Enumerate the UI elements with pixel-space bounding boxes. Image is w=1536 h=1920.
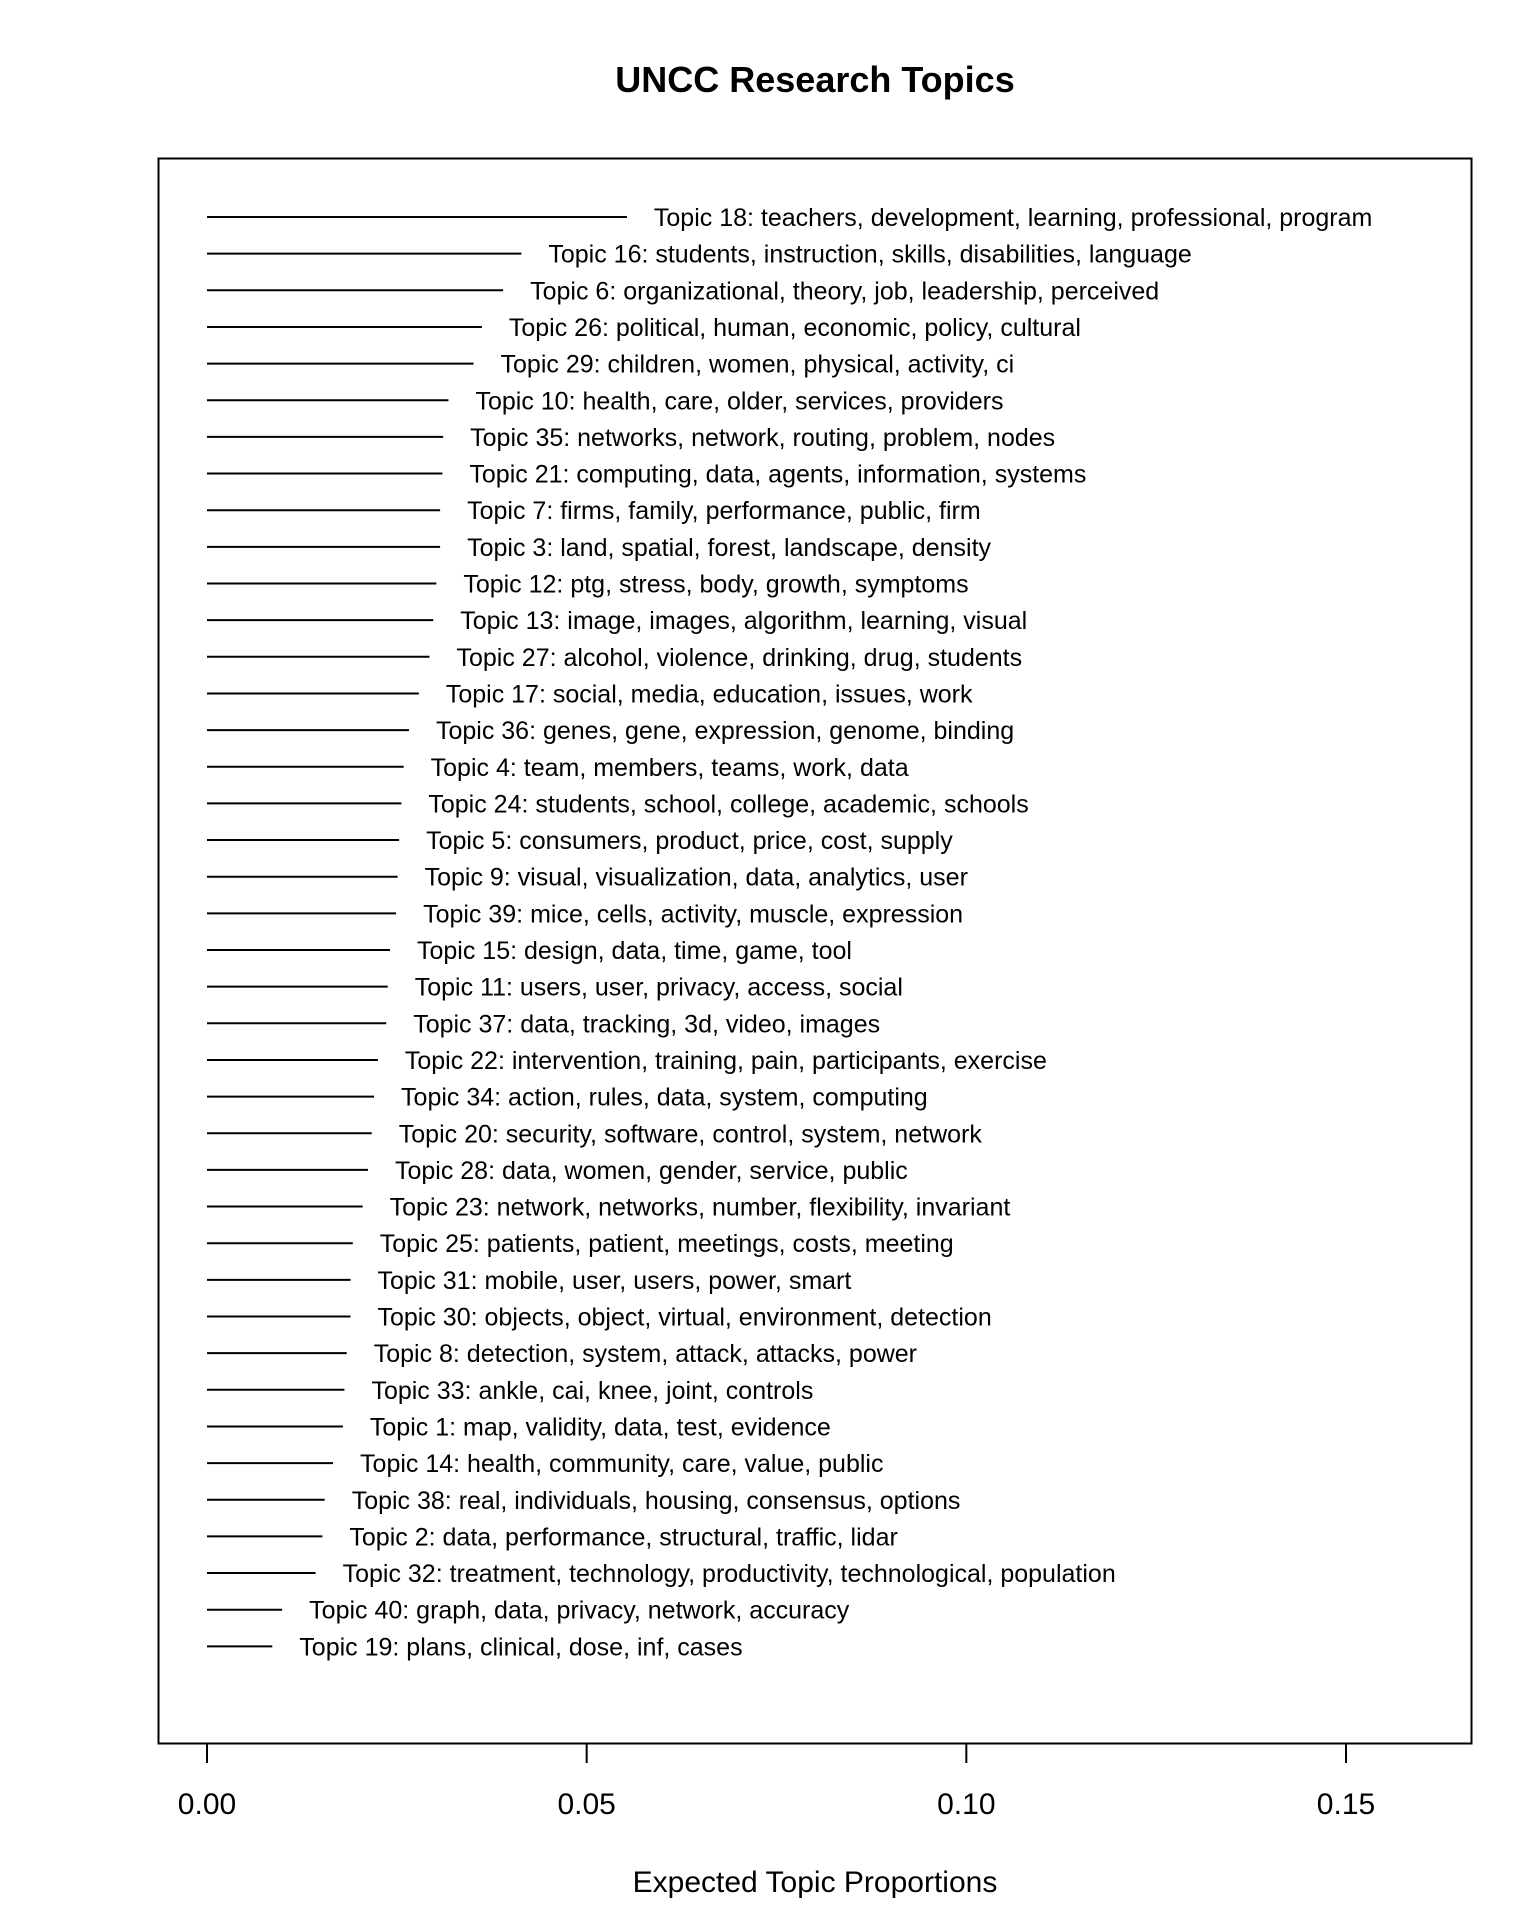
- topic-label-5: Topic 29: children, women, physical, activity, ci: [500, 350, 1015, 379]
- topic-label-2: Topic 16: students, instruction, skills, disabilities, language: [548, 240, 1192, 269]
- topic-label-14: Topic 17: social, media, education, issues, work: [445, 680, 973, 709]
- topic-label-23: Topic 37: data, tracking, 3d, video, images: [413, 1010, 881, 1039]
- x-axis: [178, 1743, 1375, 1821]
- topic-label-37: Topic 2: data, performance, structural, traffic, lidar: [349, 1523, 898, 1552]
- topic-label-30: Topic 31: mobile, user, users, power, smart: [377, 1266, 852, 1295]
- topic-label-35: Topic 14: health, community, care, value, public: [360, 1450, 884, 1479]
- topic-label-8: Topic 21: computing, data, agents, information, systems: [469, 460, 1087, 489]
- topic-label-25: Topic 34: action, rules, data, system, computing: [401, 1083, 928, 1112]
- topic-label-3: Topic 6: organizational, theory, job, leadership, perceived: [530, 277, 1160, 306]
- topic-label-1: Topic 18: teachers, development, learning, professional, program: [653, 204, 1373, 232]
- topic-label-15: Topic 36: genes, gene, expression, genome, binding: [435, 717, 1015, 746]
- topic-label-31: Topic 30: objects, object, virtual, environment, detection: [377, 1303, 992, 1332]
- topic-label-19: Topic 9: visual, visualization, data, analytics, user: [424, 863, 968, 892]
- topic-label-17: Topic 24: students, school, college, academic, schools: [428, 790, 1029, 819]
- topic-label-29: Topic 25: patients, patient, meetings, costs, meeting: [379, 1230, 954, 1259]
- topic-label-40: Topic 19: plans, clinical, dose, inf, cases: [299, 1633, 743, 1662]
- topic-label-27: Topic 28: data, women, gender, service, public: [394, 1156, 908, 1185]
- topic-label-32: Topic 8: detection, system, attack, attacks, power: [373, 1340, 918, 1369]
- topic-label-9: Topic 7: firms, family, performance, public, firm: [467, 497, 981, 526]
- topic-label-24: Topic 22: intervention, training, pain, participants, exercise: [404, 1046, 1047, 1075]
- topic-label-13: Topic 27: alcohol, violence, drinking, drug, students: [456, 643, 1023, 672]
- topic-label-4: Topic 26: political, human, economic, policy, cultural: [508, 313, 1081, 342]
- topic-label-10: Topic 3: land, spatial, forest, landscape, density: [467, 533, 992, 562]
- x-tick-label-1: 0.05: [557, 1788, 616, 1821]
- chart-title: UNCC Research Topics: [615, 59, 1015, 100]
- topic-label-36: Topic 38: real, individuals, housing, consensus, options: [351, 1486, 961, 1515]
- x-tick-label-3: 0.15: [1316, 1788, 1376, 1821]
- topic-label-26: Topic 20: security, software, control, system, network: [398, 1120, 982, 1149]
- topic-label-28: Topic 23: network, networks, number, flexibility, invariant: [389, 1193, 1011, 1222]
- topic-label-38: Topic 32: treatment, technology, productivity, technological, population: [342, 1560, 1116, 1589]
- topic-label-34: Topic 1: map, validity, data, test, evidence: [369, 1413, 831, 1442]
- topic-label-7: Topic 35: networks, network, routing, problem, nodes: [470, 423, 1056, 452]
- x-tick-label-2: 0.10: [937, 1788, 996, 1821]
- topic-label-20: Topic 39: mice, cells, activity, muscle, expression: [423, 900, 964, 929]
- topic-label-18: Topic 5: consumers, product, price, cost, supply: [426, 827, 953, 856]
- topic-label-22: Topic 11: users, user, privacy, access, social: [414, 973, 903, 1002]
- topic-label-16: Topic 4: team, members, teams, work, data: [430, 753, 909, 782]
- topic-label-33: Topic 33: ankle, cai, knee, joint, controls: [371, 1376, 814, 1405]
- topic-label-12: Topic 13: image, images, algorithm, learning, visual: [460, 607, 1028, 636]
- x-axis-label: Expected Topic Proportions: [632, 1866, 998, 1899]
- topic-label-6: Topic 10: health, care, older, services, providers: [475, 387, 1004, 416]
- x-tick-label-0: 0.00: [177, 1788, 237, 1821]
- topic-label-39: Topic 40: graph, data, privacy, network, accuracy: [309, 1596, 850, 1625]
- topic-labels-group: [299, 204, 1372, 1661]
- topic-label-21: Topic 15: design, data, time, game, tool: [416, 937, 852, 965]
- topic-label-11: Topic 12: ptg, stress, body, growth, symptoms: [463, 570, 969, 599]
